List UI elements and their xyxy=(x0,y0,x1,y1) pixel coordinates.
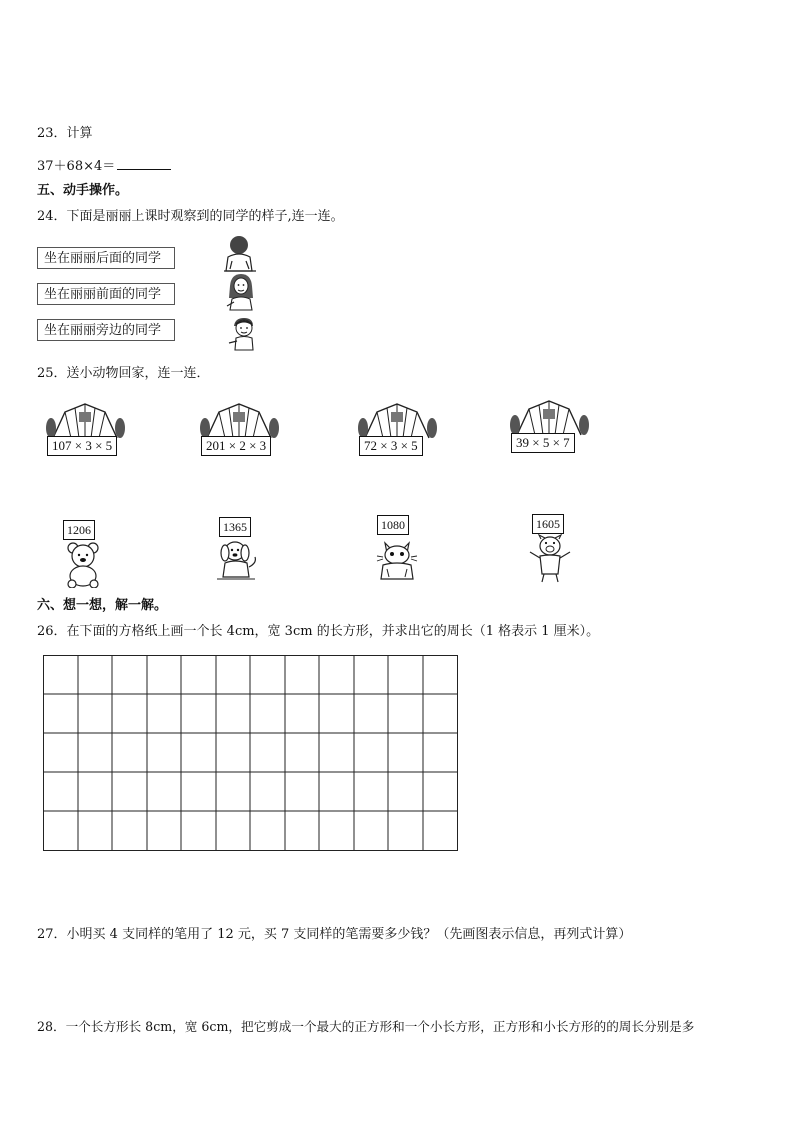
student-front-view-illustration xyxy=(224,272,258,314)
q23-expr-text: 37＋68×4＝ xyxy=(37,159,116,174)
house-4-expression: 39 × 5 × 7 xyxy=(511,433,575,453)
house-1[interactable] xyxy=(45,398,125,458)
dog-icon xyxy=(213,539,263,583)
pig-number-tag: 1605 xyxy=(532,514,564,534)
q27-title: 27．小明买 4 支同样的笔用了 12 元，买 7 支同样的笔需要多少钱？（先画图表示信息，再列式计算） xyxy=(37,927,632,942)
animal-bear[interactable] xyxy=(57,520,127,600)
square-grid-paper[interactable] xyxy=(43,655,459,852)
house-1-expression: 107 × 3 × 5 xyxy=(47,436,117,456)
student-side-view-illustration xyxy=(227,316,261,354)
house-3-expression: 72 × 3 × 5 xyxy=(359,436,423,456)
q28-title: 28．一个长方形长 8cm，宽 6cm，把它剪成一个最大的正方形和一个小长方形，正方形和小长方形的的周长分别是多 xyxy=(37,1019,695,1034)
cat-icon xyxy=(373,537,423,583)
q24-title: 24．下面是丽丽上课时观察到的同学的样子,连一连。 xyxy=(37,209,344,224)
house-2[interactable] xyxy=(199,398,279,458)
q24-label-front: 坐在丽丽前面的同学 xyxy=(37,283,175,305)
cat-number-tag: 1080 xyxy=(377,515,409,535)
q26-title: 26．在下面的方格纸上画一个长 4cm，宽 3cm 的长方形，并求出它的周长（1 格表示 1 厘米）。 xyxy=(37,624,600,639)
house-3[interactable] xyxy=(357,398,437,458)
animal-dog[interactable] xyxy=(213,517,283,597)
q23-expression xyxy=(37,157,171,175)
q23-title: 23．计算 xyxy=(37,126,93,141)
bear-number-tag: 1206 xyxy=(63,520,95,540)
section-5-heading: 五、动手操作。 xyxy=(37,183,129,198)
q24-label-behind: 坐在丽丽后面的同学 xyxy=(37,247,175,269)
student-back-view-illustration xyxy=(222,235,258,275)
house-2-expression: 201 × 2 × 3 xyxy=(201,436,271,456)
bear-icon xyxy=(59,540,109,588)
animal-cat[interactable] xyxy=(371,515,441,595)
house-4[interactable] xyxy=(509,395,589,455)
pig-icon xyxy=(526,534,574,584)
answer-blank[interactable] xyxy=(117,157,171,170)
dog-number-tag: 1365 xyxy=(219,517,251,537)
section-6-heading: 六、想一想，解一解。 xyxy=(37,598,168,613)
q25-title: 25．送小动物回家，连一连． xyxy=(37,366,210,381)
animal-pig[interactable] xyxy=(526,514,596,594)
q24-label-side: 坐在丽丽旁边的同学 xyxy=(37,319,175,341)
